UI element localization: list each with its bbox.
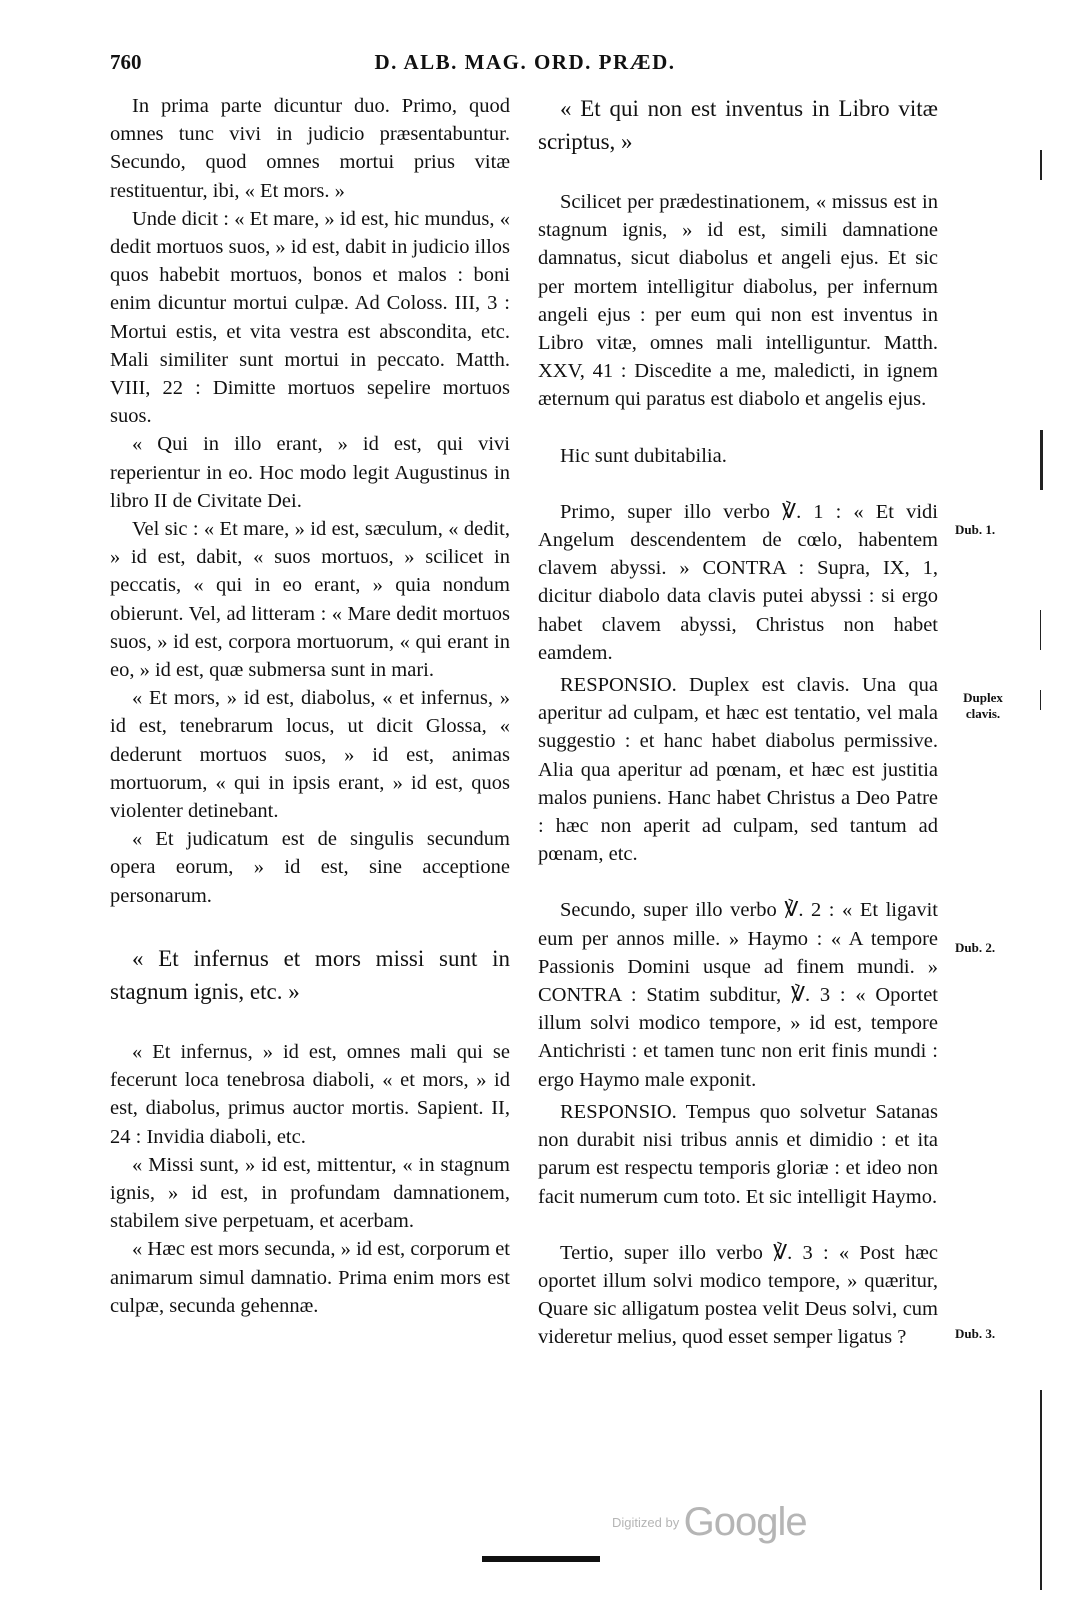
page-header [110, 50, 940, 80]
paragraph: In prima parte dicuntur duo. Primo, quod omnes tunc vivi in judicio præsentabuntur. Secundo, quod omnes mortui prius vitæ restituentur, ibi, « Et mors. » [110, 95, 510, 202]
paragraph: « Qui in illo erant, » id est, qui vivi reperientur in eo. Hoc modo legit Augustinus in libro II de Civitate Dei. [110, 433, 510, 512]
paragraph: « Et infernus, » id est, omnes mali qui se fecerunt loca tenebrosa diaboli, « et mors, » id est, diabolus, primus auctor mortis. Sapient. II, 24 : Invidia diaboli, etc. [110, 1040, 510, 1148]
margin-note: Dub. 2. [955, 940, 996, 955]
paragraph: RESPONSIO. Duplex est clavis. Una qua aperitur ad culpam, et hæc est tentatio, vel mala suggestio : et hanc habet diabolus permissive. Alia qua aperitur ad pœnam, et hæc est justitia malos puniens. Hanc habet Christus a Deo Patre : hæc non aperit ad culpam, sed tantum ad pœnam, etc. [538, 674, 938, 866]
digitized-by-google-watermark: Digitized by Google [612, 1500, 807, 1544]
lemma-heading: « Et qui non est inventus in Libro vitæ scriptus, » [538, 96, 938, 154]
paragraph: Scilicet per prædestinationem, « missus est in stagnum ignis, » id est, simili damnatione damnatus, sicut diabolus et angeli ejus. Et sic per mortem intelligitur diabolus, per infernum angeli ejus : per eum qui non est inventus in Libro vitæ, omnes mali intelliguntur. Matth. XXV, 41 : Discedite a me, maledicti, in ignem æternum qui paratus est diabolo et angelis ejus. [538, 191, 938, 411]
margin-note: Dub. 1. [955, 522, 996, 537]
margin-note: Dub. 3. [955, 1326, 996, 1341]
scan-edge-mark [1040, 430, 1043, 490]
lemma-heading: « Et infernus et mors missi sunt in stagnum ignis, etc. » [110, 945, 510, 1004]
paragraph: Vel sic : « Et mare, » id est, sæculum, « dedit, » id est, dabit, « suos mortuos, » scilicet in peccatis, « qui in eo erant, » quia nondum obierunt. Vel, ad litteram : « Mare dedit mortuos suos, » id est, corpora mortuorum, « qui erant in eo, » id est, quæ submersa sunt in mari. [110, 518, 510, 682]
scan-edge-mark [1040, 150, 1042, 180]
margin-note: Duplex clavis. [963, 690, 1003, 721]
paragraph: RESPONSIO. Tempus quo solvetur Satanas non durabit nisi tribus annis et dimidio : et ita parum est respectu temporis gloriæ : et ideo non facit numerum cum toto. Et sic intelligit Haymo. [538, 1100, 938, 1208]
paragraph: Primo, super illo verbo ℣. 1 : « Et vidi Angelum descendentem de cœlo, habentem clavem abyssi. » CONTRA : Supra, IX, 1, dicitur diabolo data clavis putei abyssi : si ergo habet clavem abyssi, Christus non habet eamdem. [538, 500, 938, 664]
page-number: 760 [110, 50, 142, 74]
paragraph: Secundo, super illo verbo ℣. 2 : « Et ligavit eum per annos mille. » Haymo : « A tempore Passionis Domini usque ad finem mundi. » CONTRA : Statim subditur, ℣. 3 : « Oportet illum solvi modico tempore, » id est, tempore Antichristi : et tamen tunc non erit finis mundi : ergo Haymo male exponit. [538, 899, 938, 1091]
scan-edge-mark [1040, 690, 1041, 710]
paragraph: « Hæc est mors secunda, » id est, corporum et animarum simul damnatio. Prima enim mors est culpæ, secunda gehennæ. [110, 1238, 510, 1317]
paragraph: « Et judicatum est de singulis secundum opera eorum, » id est, sine acceptione personarum. [110, 828, 510, 907]
paragraph: « Missi sunt, » id est, mittentur, « in stagnum ignis, » id est, in profundam damnationem, stabilem sive perpetuam, et acerbam. [110, 1153, 510, 1233]
scan-edge-mark [1040, 610, 1041, 650]
paragraph: Hic sunt dubitabilia. [560, 444, 727, 467]
scan-edge-bar [482, 1556, 600, 1562]
left-column [110, 92, 510, 1320]
running-head: D. ALB. MAG. ORD. PRÆD. [374, 50, 676, 74]
paragraph: « Et mors, » id est, diabolus, « et infernus, » id est, tenebrarum locus, ut dicit Glossa, « dederunt mortuos suos, » id est, animas mortuorum, « qui in ipsis erant, » id est, quos violenter detinebant. [110, 687, 510, 823]
right-column [538, 92, 938, 1352]
paragraph: Tertio, super illo verbo ℣. 3 : « Post hæc oportet illum solvi modico tempore, » quæritur, Quare sic alligatum postea velit Deus solvi, cum videretur melius, quod esset semper ligatus ? [538, 1241, 938, 1349]
scan-edge-mark [1040, 1390, 1042, 1590]
paragraph: Unde dicit : « Et mare, » id est, hic mundus, « dedit mortuos suos, » id est, dabit in judicio illos quos habebit mortuos, bonos et malos : boni enim dicuntur mortui culpæ. Ad Coloss. III, 3 : Mortui estis, et vita vestra est abscondita, etc. Mali similiter sunt mortui in peccato. Matth. VIII, 22 : Dimitte mortuos sepelire mortuos suos. [110, 207, 510, 428]
